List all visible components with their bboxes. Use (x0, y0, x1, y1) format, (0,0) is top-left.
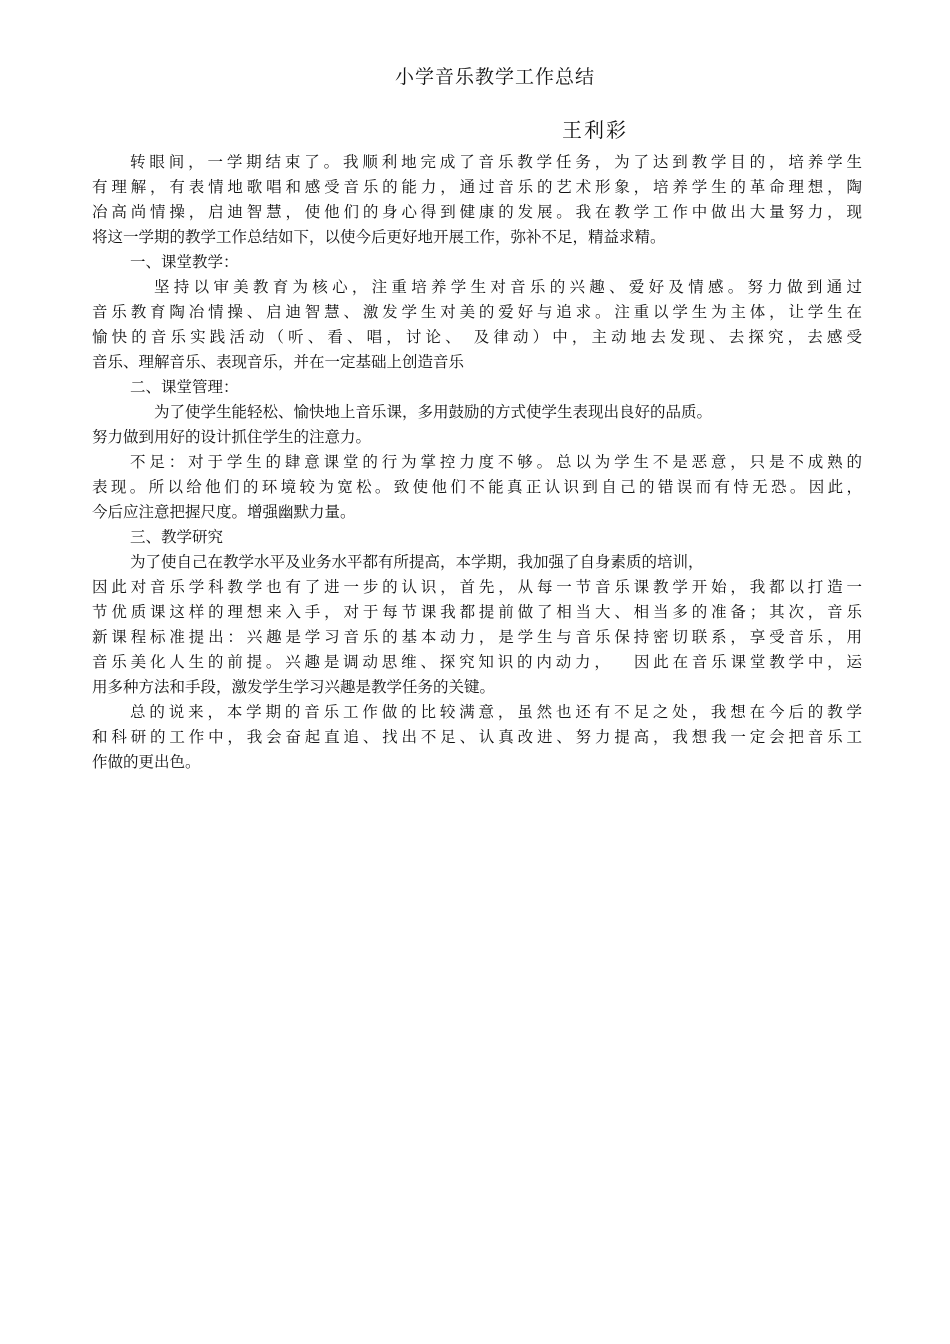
paragraph-line: 坚持以审美教育为核心，注重培养学生对音乐的兴趣、爱好及情感。努力做到通过 (154, 278, 862, 296)
paragraph-line: 音乐美化人生的前提。兴趣是调动思维、探究知识的内动力， 因此在音乐课堂教学中，运 (92, 653, 862, 671)
paragraph-line: 努力做到用好的设计抓住学生的注意力。 (92, 428, 372, 446)
document-author: 王利彩 (562, 118, 628, 142)
paragraph-line: 今后应注意把握尺度。增强幽默力量。 (92, 503, 356, 521)
paragraph-line: 总的说来，本学期的音乐工作做的比较满意，虽然也还有不足之处，我想在今后的教学 (130, 703, 862, 721)
section-heading: 三、教学研究 (130, 528, 224, 546)
paragraph-line: 和科研的工作中，我会奋起直追、找出不足、认真改进、努力提高，我想我一定会把音乐工 (92, 728, 862, 746)
paragraph-line: 为了使自己在教学水平及业务水平都有所提高，本学期，我加强了自身素质的培训， (130, 553, 704, 571)
paragraph-line: 节优质课这样的理想来入手，对于每节课我都提前做了相当大、相当多的准备；其次，音乐 (92, 603, 862, 621)
document-title: 小学音乐教学工作总结 (394, 66, 595, 88)
paragraph-line: 为了使学生能轻松、愉快地上音乐课，多用鼓励的方式使学生表现出良好的品质。 (154, 403, 713, 421)
paragraph-line: 表现。所以给他们的环境较为宽松。致使他们不能真正认识到自己的错误而有恃无恐。因此， (92, 478, 862, 496)
paragraph-line: 将这一学期的教学工作总结如下，以使今后更好地开展工作，弥补不足，精益求精。 (92, 228, 666, 246)
paragraph-line: 用多种方法和手段，激发学生学习兴趣是教学任务的关键。 (92, 678, 496, 696)
paragraph-line: 不足：对于学生的肆意课堂的行为掌控力度不够。总以为学生不是恶意，只是不成熟的 (130, 453, 862, 471)
paragraph-line: 愉快的音乐实践活动（听、看、唱，讨论、 及律动）中，主动地去发现、去探究，去感受 (92, 328, 862, 346)
paragraph-line: 作做的更出色。 (92, 753, 201, 771)
paragraph-line: 音乐教育陶冶情操、启迪智慧、激发学生对美的爱好与追求。注重以学生为主体，让学生在 (92, 303, 862, 321)
paragraph-line: 转眼间，一学期结束了。我顺利地完成了音乐教学任务，为了达到教学目的，培养学生 (130, 153, 862, 171)
section-heading: 一、课堂教学： (130, 253, 239, 271)
paragraph-line: 有理解，有表情地歌唱和感受音乐的能力，通过音乐的艺术形象，培养学生的革命理想，陶 (92, 178, 862, 196)
paragraph-line: 因此对音乐学科教学也有了进一步的认识，首先，从每一节音乐课教学开始，我都以打造一 (92, 578, 862, 596)
paragraph-line: 音乐、理解音乐、表现音乐，并在一定基础上创造音乐 (92, 353, 465, 371)
document-body (92, 150, 862, 775)
paragraph-line: 新课程标准提出：兴趣是学习音乐的基本动力，是学生与音乐保持密切联系，享受音乐，用 (92, 628, 862, 646)
paragraph-line: 冶高尚情操，启迪智慧，使他们的身心得到健康的发展。我在教学工作中做出大量努力，现 (92, 203, 862, 221)
section-heading: 二、课堂管理： (130, 378, 239, 396)
